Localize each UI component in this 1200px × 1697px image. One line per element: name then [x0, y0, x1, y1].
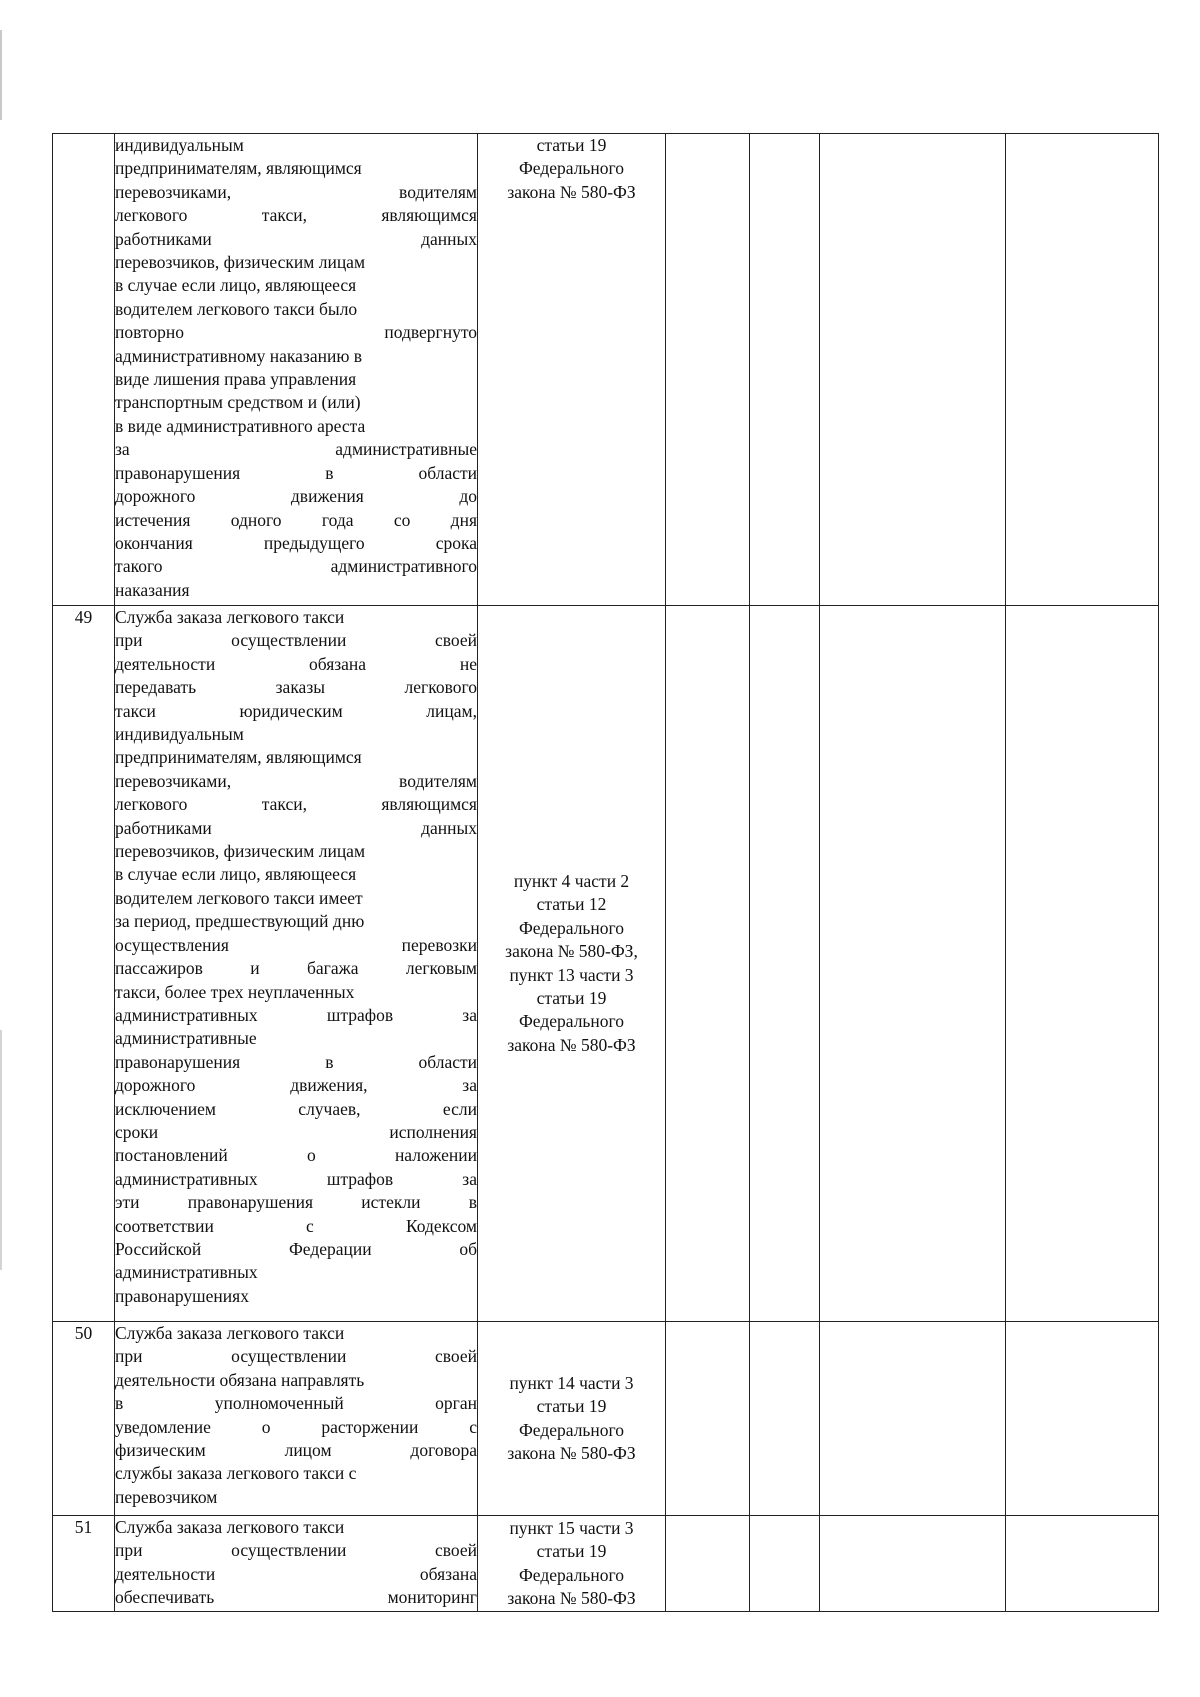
table-row [53, 606, 1159, 1322]
legal-reference-cell [478, 134, 666, 606]
empty-cell [820, 1516, 1006, 1612]
requirement-text-line: в уполномоченный орган [115, 1393, 477, 1414]
requirement-text-line: перевозчиком [115, 1486, 218, 1507]
requirement-text-cell [115, 1516, 478, 1612]
row-number: 49 [53, 606, 115, 1322]
requirement-text-line: индивидуальным [115, 724, 244, 745]
requirement-text-line: истечения одного года со дня [115, 509, 477, 530]
requirement-text-line: передавать заказы легкового [115, 677, 477, 698]
requirement-text-line: наказания [115, 579, 190, 600]
requirement-text-line: перевозчиками, водителям [115, 770, 477, 791]
requirement-text-line: виде лишения права управления [115, 369, 357, 390]
requirement-text-line: легкового такси, являющимся [115, 794, 477, 815]
empty-cell [820, 1322, 1006, 1516]
requirement-text-line: правонарушения в области [115, 1051, 477, 1072]
requirement-text-line: дорожного движения до [115, 486, 477, 507]
requirement-text-line: уведомление о расторжении с [115, 1416, 477, 1437]
empty-cell [750, 1322, 820, 1516]
requirement-text-line: сроки исполнения [115, 1121, 477, 1142]
legal-reference-line: закона № 580-ФЗ [507, 1587, 636, 1608]
requirement-text-line: в случае если лицо, являющееся [115, 275, 357, 296]
empty-cell [1006, 134, 1159, 606]
legal-reference-cell [478, 1516, 666, 1612]
empty-cell [666, 1516, 750, 1612]
legal-reference-line: статьи 19 [536, 1396, 607, 1417]
requirement-text-line: постановлений о наложении [115, 1145, 477, 1166]
requirement-text-line: предпринимателям, являющимся [115, 158, 362, 179]
empty-cell [750, 134, 820, 606]
empty-cell [1006, 606, 1159, 1322]
legal-reference-line: статьи 19 [536, 987, 607, 1008]
requirement-text-line: деятельности обязана направлять [115, 1369, 365, 1390]
requirement-text-line: деятельности обязана не [115, 653, 477, 674]
empty-cell [666, 134, 750, 606]
requirement-text-line: работниками данных [115, 228, 477, 249]
empty-cell [750, 606, 820, 1322]
requirement-text-line: водителем легкового такси было [115, 298, 358, 319]
legal-reference-line: Федерального [518, 1419, 625, 1440]
requirement-text-line: Служба заказа легкового такси [115, 607, 345, 627]
requirement-text-line: обеспечивать мониторинг [115, 1587, 477, 1608]
scan-edge-mark [0, 30, 2, 120]
legal-reference-line: пункт 4 части 2 [513, 870, 630, 891]
requirement-text-line: соответствии с Кодексом [115, 1215, 477, 1236]
requirement-text-cell [115, 134, 478, 606]
requirement-text-line: Российской Федерации об [115, 1238, 477, 1259]
row-number: 51 [53, 1516, 115, 1612]
requirement-text-line: окончания предыдущего срока [115, 532, 477, 553]
requirement-text-line: водителем легкового такси имеет [115, 887, 363, 908]
requirement-text-line: индивидуальным [115, 135, 244, 155]
requirement-text-line: за период, предшествующий дню [115, 911, 365, 932]
legal-reference-line: Федерального [518, 917, 625, 938]
requirement-text-line: при осуществлении своей [115, 1540, 477, 1561]
requirement-text-line: в виде административного ареста [115, 415, 366, 436]
requirement-text-line: предпринимателям, являющимся [115, 747, 362, 768]
requirement-text-line: пассажиров и багажа легковым [115, 958, 477, 979]
requirement-text-line: административных штрафов за [115, 1004, 477, 1025]
requirement-text-line: перевозчиками, водителям [115, 181, 477, 202]
legal-reference-line: Федерального [518, 1011, 625, 1032]
requirement-text-line: деятельности обязана [115, 1563, 477, 1584]
requirement-text-line: правонарушениях [115, 1285, 249, 1306]
requirement-text-line: работниками данных [115, 817, 477, 838]
legal-reference-line: закона № 580-ФЗ [507, 1034, 636, 1055]
requirement-text-line: административных [115, 1262, 258, 1283]
table-row [53, 134, 1159, 606]
requirement-text-line: за административные [115, 439, 477, 460]
requirement-text-line: исключением случаев, если [115, 1098, 477, 1119]
requirement-text-line: такси юридическим лицам, [115, 700, 477, 721]
legal-reference-line: закона № 580-ФЗ [507, 1442, 636, 1463]
requirement-text-line: повторно подвергнуто [115, 322, 477, 343]
requirement-text-cell [115, 606, 478, 1322]
table-row [53, 1516, 1159, 1612]
requirement-text-line: в случае если лицо, являющееся [115, 864, 357, 885]
legal-reference-line: закона № 580-ФЗ [507, 181, 636, 202]
requirement-text-line: осуществления перевозки [115, 934, 477, 955]
requirement-text-line: Служба заказа легкового такси [115, 1323, 345, 1343]
requirement-text-line: такого административного [115, 556, 477, 577]
empty-cell [1006, 1322, 1159, 1516]
requirement-text-line: службы заказа легкового такси с [115, 1463, 357, 1484]
legal-reference-line: Федерального [518, 158, 625, 179]
legal-reference-line: закона № 580-ФЗ, [505, 941, 638, 962]
empty-cell [820, 606, 1006, 1322]
empty-cell [666, 1322, 750, 1516]
requirement-text-line: эти правонарушения истекли в [115, 1192, 477, 1213]
requirement-text-line: административных штрафов за [115, 1168, 477, 1189]
legal-reference-line: пункт 15 части 3 [509, 1517, 634, 1538]
table-body [53, 134, 1159, 1612]
requirement-text-line: административные [115, 1028, 257, 1049]
requirement-text-cell [115, 1322, 478, 1516]
requirement-text-line: перевозчиков, физическим лицам [115, 252, 366, 273]
empty-cell [750, 1516, 820, 1612]
requirement-text-line: при осуществлении своей [115, 1346, 477, 1367]
legal-reference-line: Федерального [518, 1564, 625, 1585]
table-row [53, 1322, 1159, 1516]
empty-cell [1006, 1516, 1159, 1612]
legal-reference-line: пункт 14 части 3 [509, 1372, 634, 1393]
legal-reference-cell [478, 1322, 666, 1516]
legal-reference-cell [478, 606, 666, 1322]
scan-edge-mark [0, 1030, 2, 1270]
requirement-text-line: легкового такси, являющимся [115, 205, 477, 226]
requirement-text-line: при осуществлении своей [115, 630, 477, 651]
empty-cell [820, 134, 1006, 606]
requirement-text-line: административному наказанию в [115, 345, 363, 366]
requirements-table [52, 133, 1159, 1612]
requirement-text-line: перевозчиков, физическим лицам [115, 841, 366, 862]
requirement-text-line: Служба заказа легкового такси [115, 1517, 345, 1537]
row-number: 50 [53, 1322, 115, 1516]
legal-reference-line: статьи 19 [536, 1541, 607, 1562]
legal-reference-line: статьи 12 [536, 894, 607, 915]
legal-reference-line: пункт 13 части 3 [509, 964, 634, 985]
requirement-text-line: такси, более трех неуплаченных [115, 981, 355, 1002]
empty-cell [666, 606, 750, 1322]
requirement-text-line: правонарушения в области [115, 462, 477, 483]
row-number [53, 134, 115, 606]
requirement-text-line: транспортным средством и (или) [115, 392, 361, 413]
requirement-text-line: дорожного движения, за [115, 1075, 477, 1096]
requirement-text-line: физическим лицом договора [115, 1440, 477, 1461]
legal-reference-line: статьи 19 [536, 135, 607, 155]
